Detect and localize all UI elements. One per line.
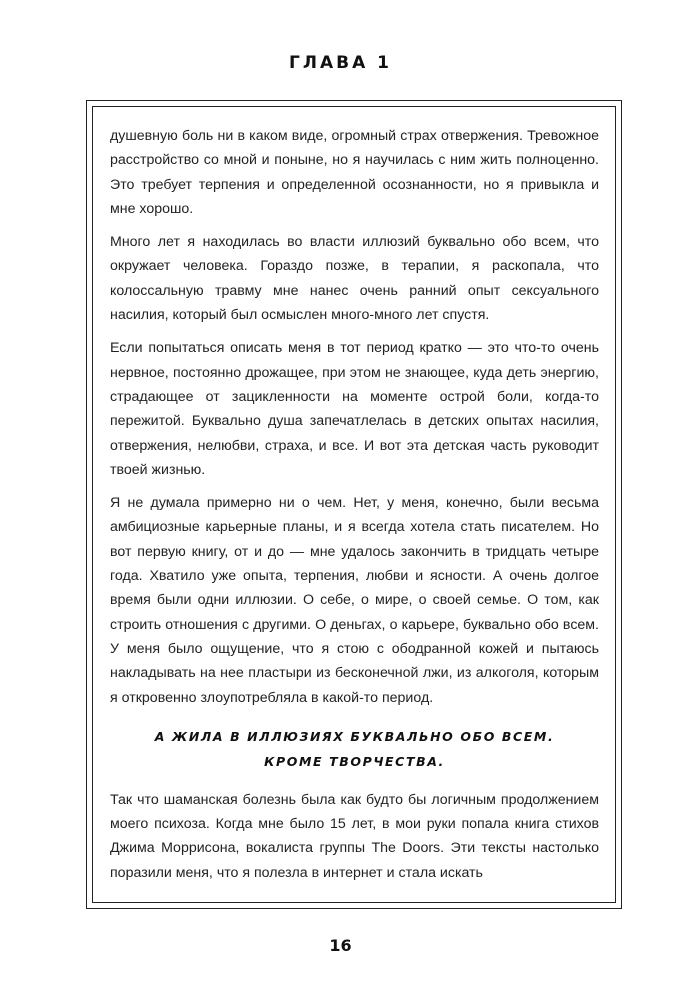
chapter-title: ГЛАВА 1 [289, 53, 392, 73]
paragraph-1: душевную боль ни в каком виде, огромный страх отвержения. Тревожное расстройство со мной и поныне, но я научилась с ним жить полноценно. Это требует терпения и определенной осознанности, но я привыкла и мне хорошо. [110, 128, 599, 217]
paragraph-5: Так что шаманская болезнь была как будто бы логичным продолжением моего психоза. Когда мне было 15 лет, в мои руки попала книга стихов Джима Моррисона, вокалиста группы The Doors. Эти тексты настолько поразили меня, что я полезла в интернет и стала искать [110, 791, 599, 881]
page-number: 16 [329, 936, 352, 955]
text-body [110, 124, 599, 894]
pull-quote-line-1: А ЖИЛА В ИЛЛЮЗИЯХ БУКВАЛЬНО ОБО ВСЕМ. [154, 728, 555, 744]
paragraph-4: Я не думала примерно ни о чем. Нет, у меня, конечно, были весьма амбициозные карьерные планы, и я всегда хотела стать писателем. Но вот первую книгу, от и до — мне удалось закончить в тридцать четыре года. Хватило уже опыта, терпения, любви и ясности. А очень долгое время были одни иллюзии. О себе, о мире, о своей семье. О том, как строить отношения с другими. О деньгах, о карьере, буквально обо всем. У меня было ощущение, что я стою с ободранной кожей и пытаюсь накладывать на нее пластыри из бесконечной лжи, из алкоголя, которым я откровенно злоупотребляла в какой-то период. [110, 495, 599, 706]
pull-quote-line-2: КРОМЕ ТВОРЧЕСТВА. [264, 753, 445, 769]
pull-quote [110, 724, 599, 774]
paragraph-3: Если попытаться описать меня в тот период кратко — это что-то очень нервное, постоянно дрожащее, при этом не знающее, куда деть энергию, страдающее от зацикленности на моменте острой боли, когда-то пережитой. Буквально душа запечатлелась в детских опытах насилия, отвержения, нелюбви, страха, и все. И вот эта детская часть руководит твоей жизнью. [110, 340, 599, 478]
paragraph-2: Много лет я находилась во власти иллюзий буквально обо всем, что окружает человека. Гораздо позже, в терапии, я раскопала, что колоссальную травму мне нанес очень ранний опыт сексуального насилия, который был осмыслен много-много лет спустя. [110, 234, 599, 324]
